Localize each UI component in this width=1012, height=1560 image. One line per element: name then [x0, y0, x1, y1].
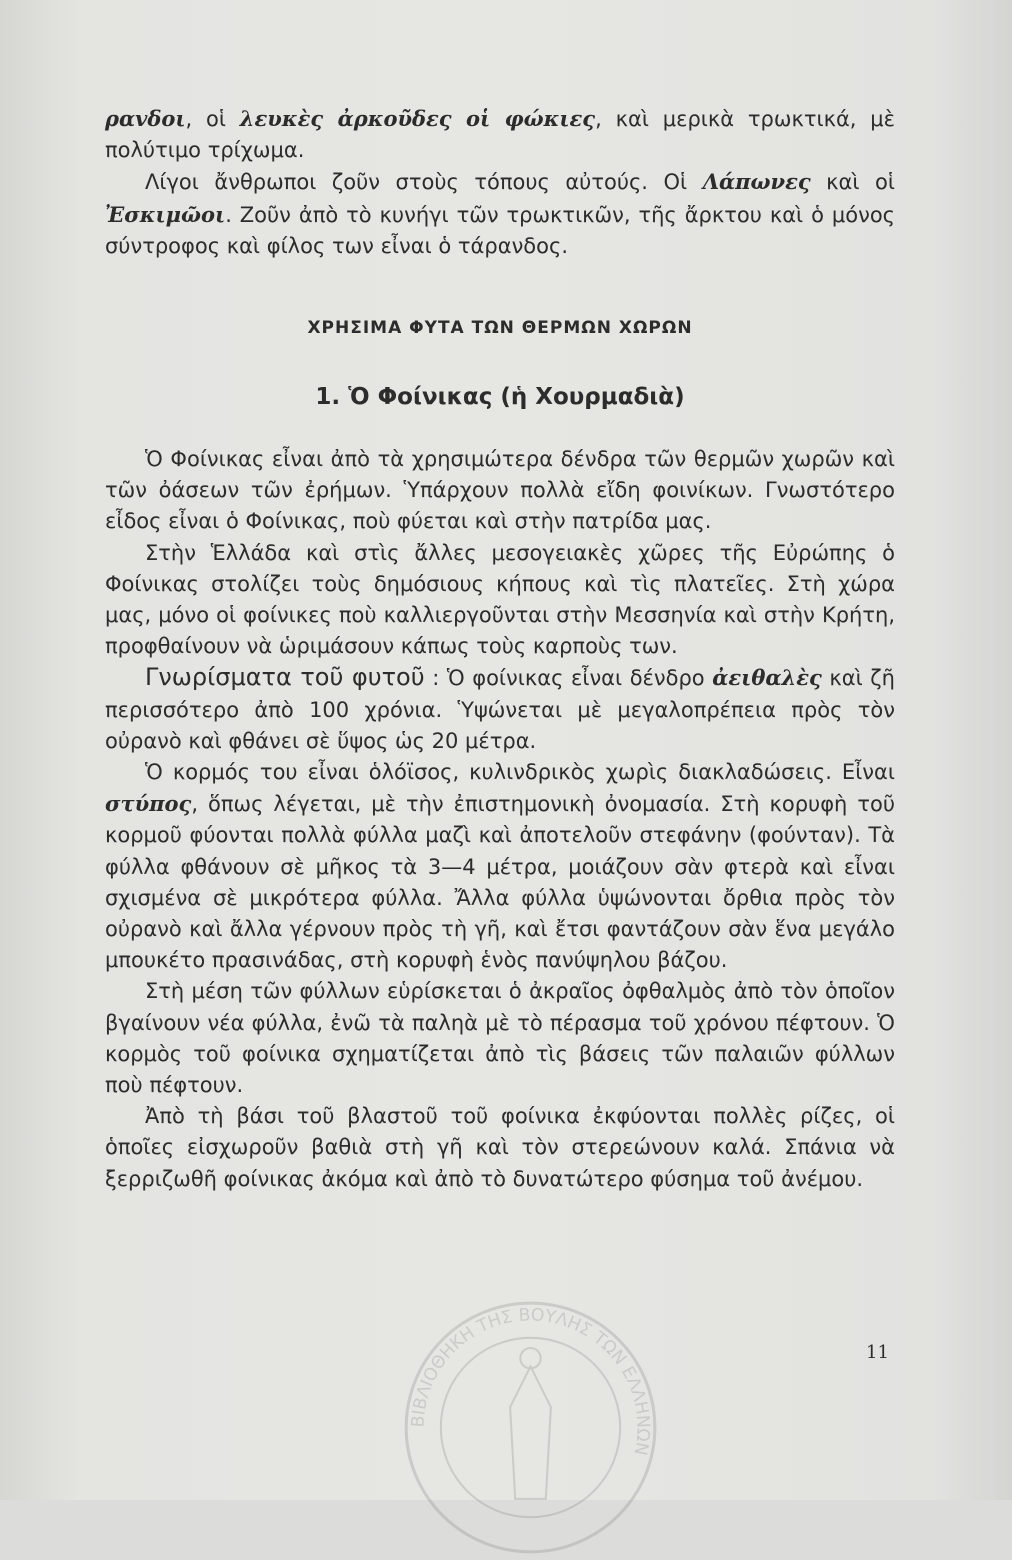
paragraph-4: Στὴν Ἑλλάδα καὶ στὶς ἄλλες μεσογειακὲς χῶρες τῆς Εὐρώπης ὁ Φοίνικας στολίζει τοὺς δημόσιους κήπους καὶ τὶς πλατεῖες. Στὴ χώρα μας, μόνο οἱ φοίνικες ποὺ καλλιεργοῦνται στὴν Μεσσηνία καὶ στὴν Κρήτη, προφθαίνουν νὰ ὡριμάσουν κάπως τοὺς καρποὺς των. [105, 540, 895, 659]
stamp-text: ΒΙΒΛΙΟΘΗΚΗ ΤΗΣ ΒΟΥΛΗΣ ΤΩΝ ΕΛΛΗΝΩΝ [408, 1305, 653, 1457]
intro-text [105, 103, 895, 262]
paragraph-8: Ἀπὸ τὴ βάσι τοῦ βλαστοῦ τοῦ φοίνικα ἐκφύονται πολλὲς ρίζες, οἱ ὁποῖες εἰσχωροῦν βαθιὰ στὴ γῆ καὶ τὸν στερεώνουν καλά. Σπάνια νὰ ξερριζωθῆ φοίνικας ἀκόμα καὶ ἀπὸ τὸ δυνατώτερο φύσημα τοῦ ἀνέμου. [105, 1104, 895, 1191]
paragraph-7: Στὴ μέση τῶν φύλλων εὑρίσκεται ὁ ἀκραῖος ὀφθαλμὸς ἀπὸ τὸν ὁποῖον βγαίνουν νέα φύλλα, ἐνῶ τὰ παληὰ μὲ τὸ πέρασμα τοῦ χρόνου πέφτουν. Ὁ κορμὸς τοῦ φοίνικα σχηματίζεται ἀπὸ τὶς βάσεις τῶν παλαιῶν φύλλων ποὺ πέφτουν. [105, 979, 895, 1098]
paragraph-2 [105, 166, 895, 262]
italic-term: ραvδοι [105, 106, 186, 131]
svg-text:ΒΙΒΛΙΟΘΗΚΗ ΤΗΣ ΒΟΥΛΗΣ ΤΩΝ ΕΛΛΗ [408, 1305, 652, 1457]
lead-heading: Γνωρίσματα τοῦ φυτοῦ [145, 663, 425, 692]
text-run: καὶ ζῆ περισσότερο ἀπὸ 100 χρόνια. Ὑψώνεται μὲ μεγαλοπρέπεια πρὸς τὸν οὐρανὸ καὶ φθάνει σὲ ὕψος ὡς 20 μέτρα. [105, 666, 895, 753]
library-stamp-icon [398, 1295, 663, 1560]
italic-term: στύπος [105, 791, 192, 817]
italic-term: λευκὲς ἀρκοῦδες οἱ φώκιες [239, 106, 596, 131]
paragraph-6 [105, 757, 895, 976]
paragraph-3: Ὁ Φοίνικας εἶναι ἀπὸ τὰ χρησιμώτερα δένδρα τῶν θερμῶν χωρῶν καὶ τῶν ὀάσεων τῶν ἐρήμων. Ὑπάρχουν πολλὰ εἴδη φοινίκων. Γνωστότερο εἶδος εἶναι ὁ Φοίνικας, ποὺ φύεται καὶ στὴν πατρίδα μας. [105, 447, 895, 534]
section-title: ΧΡΗΣΙΜΑ ΦΥΤΑ ΤΩΝ ΘΕΡΜΩΝ ΧΩΡΩΝ [307, 318, 693, 338]
text-run: : Ὁ φοίνικας εἶναι δένδρο [424, 666, 713, 691]
text-run: καὶ οἱ [810, 170, 895, 195]
italic-term: Ἐσκιμῶοι [105, 201, 226, 227]
text-run: Ὁ κορμός του εἶναι ὁλόϊσος, κυλινδρικὸς χωρὶς διακλαδώσεις. Εἶναι [145, 760, 895, 785]
text-run: . Ζοῦν ἀπὸ τὸ κυνήγι τῶν τρωκτικῶν, τῆς ἄρκτου καὶ ὁ μόνος σύντροφος καὶ φίλος των εἶναι ὁ τάρανδος. [105, 202, 895, 258]
main-text [105, 444, 895, 1195]
subsection-title: 1. Ὁ Φοίνικας (ἡ Χουρμαδιὰ) [315, 384, 685, 410]
italic-term: Λάπωνες [702, 169, 811, 195]
paragraph-1 [105, 103, 895, 166]
paragraph-5 [105, 662, 895, 757]
text-run: , οἱ [185, 107, 240, 131]
text-run: Λίγοι ἄνθρωποι ζοῦν στοὺς τόπους αὐτούς. Οἱ [145, 170, 703, 195]
page-number: 11 [866, 1342, 889, 1363]
italic-term: ἀειθαλὲς [712, 665, 822, 691]
text-run: , ὅπως λέγεται, μὲ τὴν ἐπιστημονικὴ ὀνομασία. Στὴ κορυφὴ τοῦ κορμοῦ φύονται πολλὰ φύλλα μαζὶ καὶ ἀποτελοῦν στεφάνην (φούνταν). Τὰ φύλλα φθάνουν σὲ μῆκος τὰ 3—4 μέτρα, μοιάζουν σὰν φτερὰ καὶ εἶναι σχισμένα σὲ μικρότερα φύλλα. Ἄλλα φύλλα ὑψώνονται ὄρθια πρὸς τὸν οὐρανὸ καὶ ἄλλα γέρνουν πρὸς τὴ γῆ, καὶ ἔτσι φαντάζουν σὰν ἕνα μεγάλο μπουκέτο πρασινάδας, στὴ κορυφὴ ἑνὸς πανύψηλου βάζου. [105, 792, 895, 973]
text-run: , καὶ μερικὰ τρωκτικά, μὲ πολύτιμο τρίχωμα. [105, 107, 896, 163]
